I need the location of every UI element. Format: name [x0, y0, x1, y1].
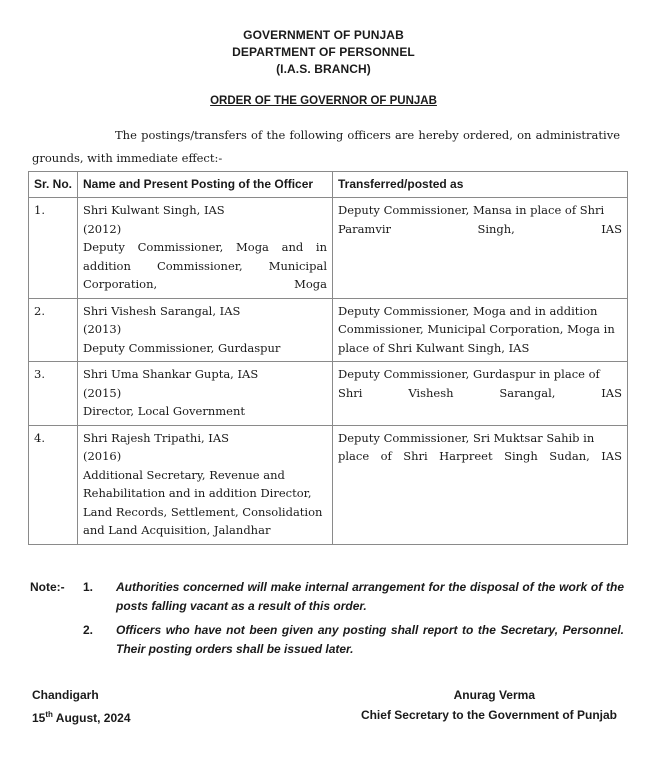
- officer-batch: (2015): [83, 385, 122, 400]
- officer-present-posting: Deputy Commissioner, Gurdaspur: [83, 340, 281, 355]
- note-text: Officers who have not been given any posting shall report to the Secretary, Personnel. Their posting orders shall be issued later.: [116, 623, 624, 656]
- intro-paragraph: The postings/transfers of the following officers are hereby ordered, on administrative grounds, with immediate effect:-: [32, 128, 620, 165]
- order-title: ORDER OF THE GOVERNOR OF PUNJAB: [210, 95, 437, 107]
- date-suffix: th: [45, 710, 53, 719]
- table-header-row: [29, 172, 628, 198]
- note-text: Authorities concerned will make internal arrangement for the disposal of the work of the posts falling vacant as a result of this order.: [116, 580, 624, 613]
- place: Chandigarh: [32, 688, 99, 702]
- officer-present-posting: Director, Local Government: [83, 404, 245, 418]
- officer-batch: (2013): [83, 322, 122, 336]
- signatory-title: Chief Secretary to the Government of Punjab: [360, 708, 617, 722]
- header-department: DEPARTMENT OF PERSONNEL: [232, 45, 415, 59]
- postings-table: [28, 171, 628, 545]
- table-row: [29, 362, 628, 426]
- officer-name: Shri Rajesh Tripathi, IAS: [83, 430, 230, 445]
- date-day: 15: [32, 711, 46, 725]
- officer-batch: (2012): [83, 221, 122, 236]
- officer-name: Shri Kulwant Singh, IAS: [83, 203, 225, 217]
- signatory-block: [361, 685, 617, 725]
- officer-batch: (2016): [83, 449, 122, 463]
- order-date: [32, 705, 131, 728]
- row-sr-no: 4.: [29, 425, 78, 544]
- table-row: [29, 198, 628, 299]
- row-transferred-as: Deputy Commissioner, Sri Muktsar Sahib in place of Shri Harpreet Singh Sudan, IAS: [333, 425, 628, 544]
- note-number: 2.: [83, 623, 94, 637]
- table-row: [29, 425, 628, 544]
- header-branch: (I.A.S. BRANCH): [276, 62, 371, 76]
- row-officer-cell: [78, 425, 333, 544]
- table-row: [29, 298, 628, 362]
- header-transferred-posted-as: Transferred/posted as: [333, 172, 628, 198]
- row-officer-cell: [78, 298, 333, 362]
- note-label: Note:-: [30, 580, 65, 594]
- header-name-present-posting: Name and Present Posting of the Officer: [78, 172, 333, 198]
- note-number: 1.: [83, 580, 94, 594]
- row-officer-cell: [78, 198, 333, 299]
- row-transferred-as: Deputy Commissioner, Mansa in place of Shri Paramvir Singh, IAS: [333, 198, 628, 299]
- row-sr-no: 2.: [29, 298, 78, 362]
- officer-name: Shri Vishesh Sarangal, IAS: [83, 303, 241, 318]
- header-sr-no: Sr. No.: [29, 172, 78, 198]
- signatory-name: Anurag Verma: [453, 688, 535, 702]
- date-month-year: August, 2024: [52, 711, 131, 725]
- officer-present-posting: Additional Secretary, Revenue and Rehabilitation and in addition Director, Land Records, Settlement, Consolidation and Land Acquisition, Jalandhar: [83, 467, 323, 537]
- row-sr-no: 3.: [29, 362, 78, 426]
- place-date-block: [32, 685, 131, 728]
- row-officer-cell: [78, 362, 333, 426]
- header-government: GOVERNMENT OF PUNJAB: [243, 28, 404, 42]
- row-transferred-as: Deputy Commissioner, Gurdaspur in place of Shri Vishesh Sarangal, IAS: [333, 362, 628, 426]
- officer-name: Shri Uma Shankar Gupta, IAS: [83, 367, 259, 381]
- officer-present-posting: Deputy Commissioner, Moga and in addition Commissioner, Municipal Corporation, Moga: [83, 240, 327, 291]
- row-transferred-as: Deputy Commissioner, Moga and in addition Commissioner, Municipal Corporation, Moga in place of Shri Kulwant Singh, IAS: [333, 298, 628, 362]
- row-sr-no: 1.: [29, 198, 78, 299]
